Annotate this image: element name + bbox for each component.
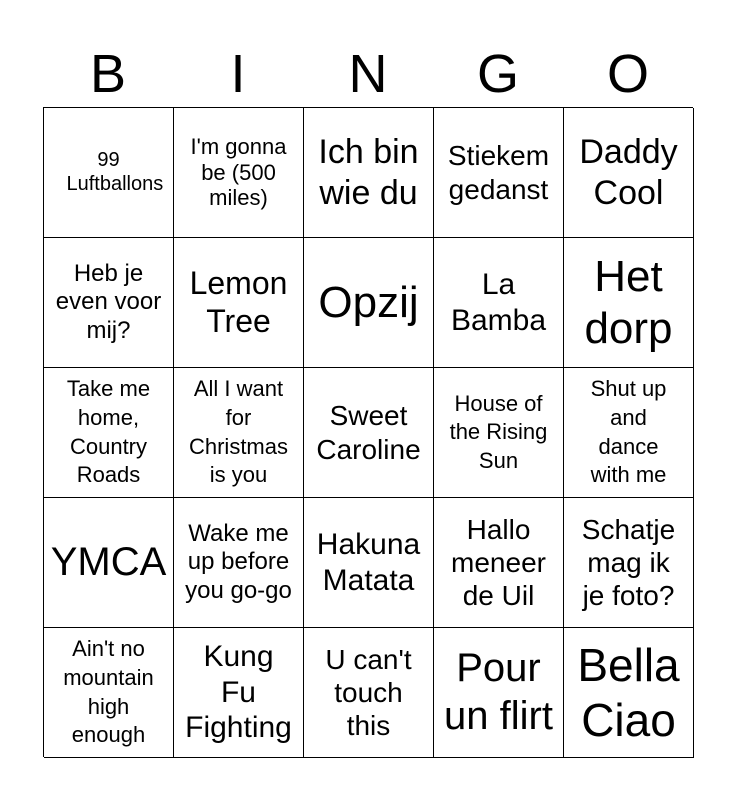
- cell-text: Ich bin wie du: [318, 133, 419, 212]
- bingo-cell[interactable]: [304, 108, 434, 238]
- bingo-cell[interactable]: [44, 628, 174, 758]
- bingo-cell[interactable]: [44, 368, 174, 498]
- header-letter-o: O: [606, 44, 649, 104]
- bingo-cell[interactable]: [44, 238, 174, 368]
- cell-text: Schatje mag ik je foto?: [581, 513, 676, 612]
- bingo-cell[interactable]: [434, 238, 564, 368]
- header-letter-g: G: [476, 44, 519, 104]
- cell-text: I'm gonna be (500 miles): [190, 133, 287, 211]
- cell-text: Stiekem gedanst: [447, 140, 550, 205]
- cell-text: Daddy Cool: [579, 133, 678, 212]
- bingo-cell[interactable]: [434, 368, 564, 498]
- cell-text: Hallo meneer de Uil: [451, 513, 546, 612]
- cell-text: YMCA: [50, 539, 167, 584]
- bingo-cell[interactable]: [304, 498, 434, 628]
- cell-text: Lemon Tree: [189, 264, 288, 339]
- cell-text: Het dorp: [584, 251, 673, 353]
- cell-text: 99 Luftballons: [66, 148, 164, 195]
- cell-text: Heb je even voor mij?: [55, 260, 162, 344]
- cell-text: Sweet Caroline: [316, 400, 421, 465]
- bingo-cell[interactable]: [44, 498, 174, 628]
- cell-text: Bella Ciao: [577, 639, 680, 746]
- bingo-cell[interactable]: [304, 238, 434, 368]
- cell-text: Hakuna Matata: [316, 528, 421, 597]
- cell-text: Pour un flirt: [444, 646, 553, 738]
- bingo-cell[interactable]: [564, 108, 694, 238]
- header-letter-i: I: [230, 44, 246, 104]
- bingo-cell[interactable]: [174, 368, 304, 498]
- bingo-cell[interactable]: [174, 628, 304, 758]
- bingo-cell[interactable]: [564, 368, 694, 498]
- bingo-grid: [43, 107, 693, 757]
- cell-text: Wake me up before you go-go: [185, 520, 292, 604]
- bingo-cell[interactable]: [174, 108, 304, 238]
- bingo-cell[interactable]: [434, 498, 564, 628]
- bingo-header: [43, 40, 693, 108]
- bingo-cell[interactable]: [174, 238, 304, 368]
- cell-text: U can't touch this: [325, 643, 412, 742]
- bingo-cell[interactable]: [434, 628, 564, 758]
- bingo-cell[interactable]: [564, 628, 694, 758]
- bingo-cell[interactable]: [44, 108, 174, 238]
- header-letter-b: B: [89, 44, 127, 104]
- cell-text: La Bamba: [450, 268, 547, 337]
- bingo-cell[interactable]: [304, 628, 434, 758]
- cell-text: All I want for Christmas is you: [188, 376, 288, 488]
- header-letter-n: N: [348, 44, 388, 104]
- cell-text: Kung Fu Fighting: [185, 640, 292, 745]
- bingo-cell[interactable]: [304, 368, 434, 498]
- cell-text: Take me home, Country Roads: [66, 376, 151, 488]
- cell-text: Shut up and dance with me: [590, 376, 667, 488]
- cell-text: Opzij: [318, 277, 419, 327]
- cell-text: House of the Rising Sun: [449, 390, 548, 473]
- bingo-cell[interactable]: [174, 498, 304, 628]
- bingo-cell[interactable]: [564, 498, 694, 628]
- bingo-cell[interactable]: [564, 238, 694, 368]
- bingo-cell[interactable]: [434, 108, 564, 238]
- cell-text: Ain't no mountain high enough: [63, 636, 154, 748]
